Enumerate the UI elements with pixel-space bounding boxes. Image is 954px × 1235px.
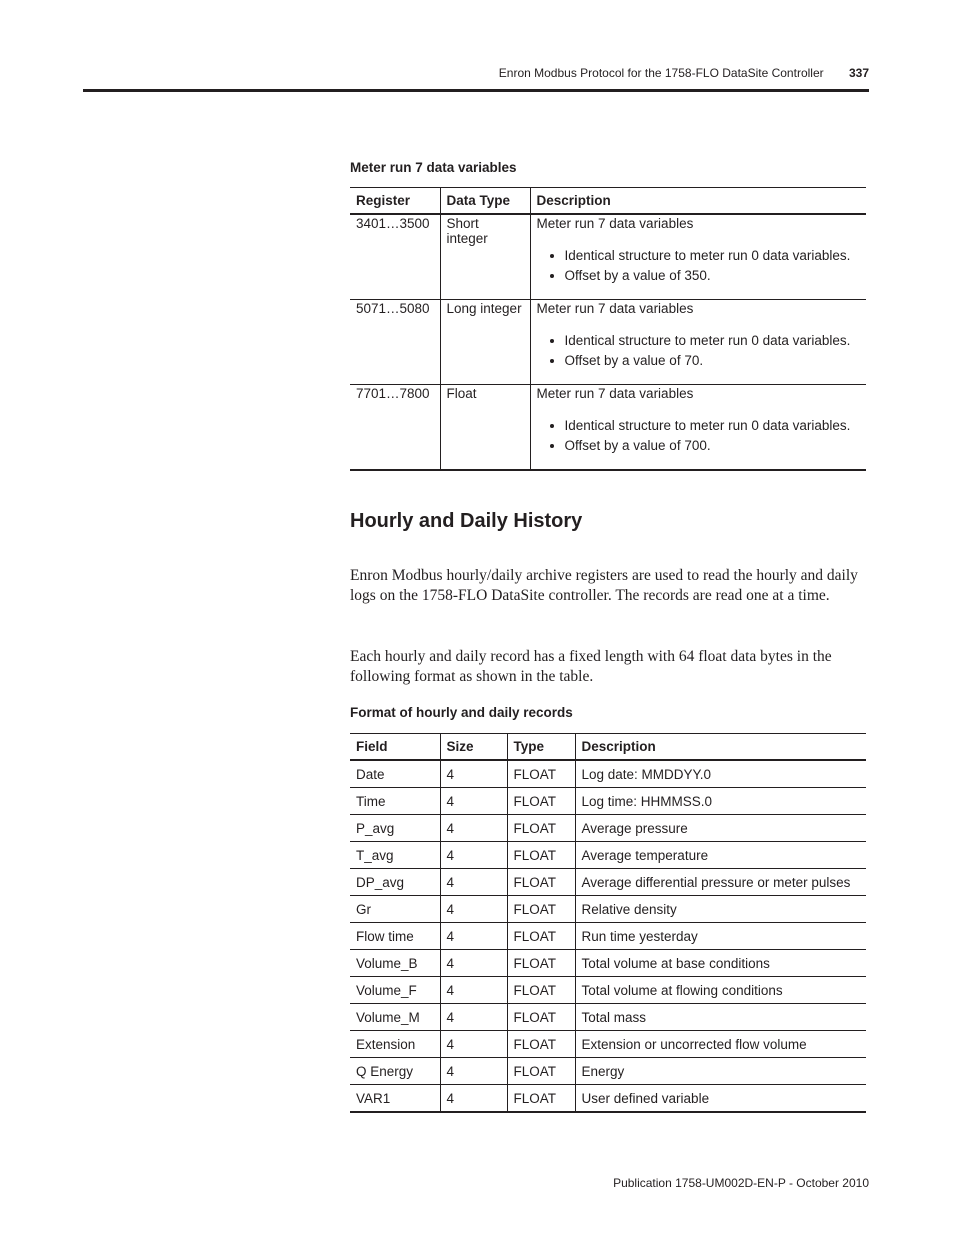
type-cell: FLOAT xyxy=(507,977,575,1004)
column-header: Field xyxy=(350,734,440,761)
field-cell: Gr xyxy=(350,896,440,923)
table-row xyxy=(350,300,866,385)
description-text: Meter run 7 data variables xyxy=(536,386,694,401)
description-cell: Total volume at base conditions xyxy=(575,950,866,977)
table-header-row xyxy=(350,734,866,761)
publication-footer: Publication 1758-UM002D-EN-P - October 2010 xyxy=(613,1176,869,1190)
field-cell: T_avg xyxy=(350,842,440,869)
type-cell: FLOAT xyxy=(507,1085,575,1113)
description-cell: Relative density xyxy=(575,896,866,923)
table-row xyxy=(350,950,866,977)
bullet-list xyxy=(537,248,861,283)
table-row xyxy=(350,1085,866,1113)
table-header-row xyxy=(350,188,866,215)
column-header: Type xyxy=(507,734,575,761)
data-type-cell: Float xyxy=(440,385,530,471)
column-header: Description xyxy=(530,188,866,215)
size-cell: 4 xyxy=(440,1031,507,1058)
field-cell: Extension xyxy=(350,1031,440,1058)
table-row xyxy=(350,842,866,869)
bullet-item: • Offset by a value of 700. xyxy=(565,438,861,453)
table-row xyxy=(350,760,866,788)
bullet-list xyxy=(537,418,861,453)
bullet-item: • Offset by a value of 70. xyxy=(565,353,861,368)
meter-table-caption: Meter run 7 data variables xyxy=(350,160,517,175)
size-cell: 4 xyxy=(440,869,507,896)
type-cell: FLOAT xyxy=(507,869,575,896)
description-cell: Total mass xyxy=(575,1004,866,1031)
size-cell: 4 xyxy=(440,950,507,977)
field-cell: Q Energy xyxy=(350,1058,440,1085)
size-cell: 4 xyxy=(440,842,507,869)
field-cell: Flow time xyxy=(350,923,440,950)
description-cell: Average differential pressure or meter pulses xyxy=(575,869,866,896)
description-cell: Extension or uncorrected flow volume xyxy=(575,1031,866,1058)
table-row xyxy=(350,977,866,1004)
size-cell: 4 xyxy=(440,1058,507,1085)
section-heading: Hourly and Daily History xyxy=(350,510,583,532)
description-cell: Total volume at flowing conditions xyxy=(575,977,866,1004)
paragraph: Each hourly and daily record has a fixed length with 64 float data bytes in the following format as shown in the table. xyxy=(350,648,832,685)
register-cell: 3401…3500 xyxy=(350,214,440,300)
size-cell: 4 xyxy=(440,1085,507,1113)
size-cell: 4 xyxy=(440,977,507,1004)
description-cell: Average temperature xyxy=(575,842,866,869)
type-cell: FLOAT xyxy=(507,842,575,869)
field-cell: Volume_M xyxy=(350,1004,440,1031)
format-table xyxy=(350,733,866,1113)
page-number: 337 xyxy=(848,66,869,80)
size-cell: 4 xyxy=(440,788,507,815)
page-header xyxy=(0,66,869,80)
column-header: Register xyxy=(350,188,440,215)
type-cell: FLOAT xyxy=(507,1058,575,1085)
description-cell: Average pressure xyxy=(575,815,866,842)
bullet-item: • Offset by a value of 350. xyxy=(565,268,861,283)
table-row xyxy=(350,214,866,300)
size-cell: 4 xyxy=(440,896,507,923)
table-row xyxy=(350,385,866,471)
field-cell: Time xyxy=(350,788,440,815)
header-rule xyxy=(83,89,869,92)
data-type-cell: Short integer xyxy=(440,214,530,300)
paragraph: Enron Modbus hourly/daily archive registers are used to read the hourly and daily logs on the 1758-FLO DataSite controller. The records are read one at a time. xyxy=(350,567,858,604)
size-cell: 4 xyxy=(440,815,507,842)
description-cell: User defined variable xyxy=(575,1085,866,1113)
table-row xyxy=(350,923,866,950)
column-header: Data Type xyxy=(440,188,530,215)
field-cell: P_avg xyxy=(350,815,440,842)
bullet-item: • Identical structure to meter run 0 data variables. xyxy=(565,333,861,348)
register-cell: 7701…7800 xyxy=(350,385,440,471)
bullet-list xyxy=(537,333,861,368)
type-cell: FLOAT xyxy=(507,788,575,815)
type-cell: FLOAT xyxy=(507,815,575,842)
type-cell: FLOAT xyxy=(507,896,575,923)
description-cell: Energy xyxy=(575,1058,866,1085)
field-cell: DP_avg xyxy=(350,869,440,896)
data-type-cell: Long integer xyxy=(440,300,530,385)
register-cell: 5071…5080 xyxy=(350,300,440,385)
description-cell: Log date: MMDDYY.0 xyxy=(575,760,866,788)
description-cell: Run time yesterday xyxy=(575,923,866,950)
table-row xyxy=(350,896,866,923)
type-cell: FLOAT xyxy=(507,950,575,977)
running-title: Enron Modbus Protocol for the 1758-FLO DataSite Controller xyxy=(498,66,824,80)
table-row xyxy=(350,869,866,896)
description-cell xyxy=(530,300,866,385)
bullet-item: • Identical structure to meter run 0 data variables. xyxy=(565,418,861,433)
field-cell: Date xyxy=(350,760,440,788)
type-cell: FLOAT xyxy=(507,923,575,950)
type-cell: FLOAT xyxy=(507,760,575,788)
size-cell: 4 xyxy=(440,760,507,788)
description-cell xyxy=(530,214,866,300)
table-row xyxy=(350,1031,866,1058)
table-row xyxy=(350,1004,866,1031)
table-row xyxy=(350,815,866,842)
description-cell xyxy=(530,385,866,471)
field-cell: Volume_B xyxy=(350,950,440,977)
type-cell: FLOAT xyxy=(507,1031,575,1058)
size-cell: 4 xyxy=(440,923,507,950)
table-row xyxy=(350,1058,866,1085)
meter-run-table xyxy=(350,187,866,471)
field-cell: Volume_F xyxy=(350,977,440,1004)
format-table-caption: Format of hourly and daily records xyxy=(350,705,573,720)
column-header: Description xyxy=(575,734,866,761)
bullet-item: • Identical structure to meter run 0 data variables. xyxy=(565,248,861,263)
type-cell: FLOAT xyxy=(507,1004,575,1031)
size-cell: 4 xyxy=(440,1004,507,1031)
column-header: Size xyxy=(440,734,507,761)
description-text: Meter run 7 data variables xyxy=(536,301,694,316)
table-row xyxy=(350,788,866,815)
description-text: Meter run 7 data variables xyxy=(536,216,694,231)
description-cell: Log time: HHMMSS.0 xyxy=(575,788,866,815)
field-cell: VAR1 xyxy=(350,1085,440,1113)
